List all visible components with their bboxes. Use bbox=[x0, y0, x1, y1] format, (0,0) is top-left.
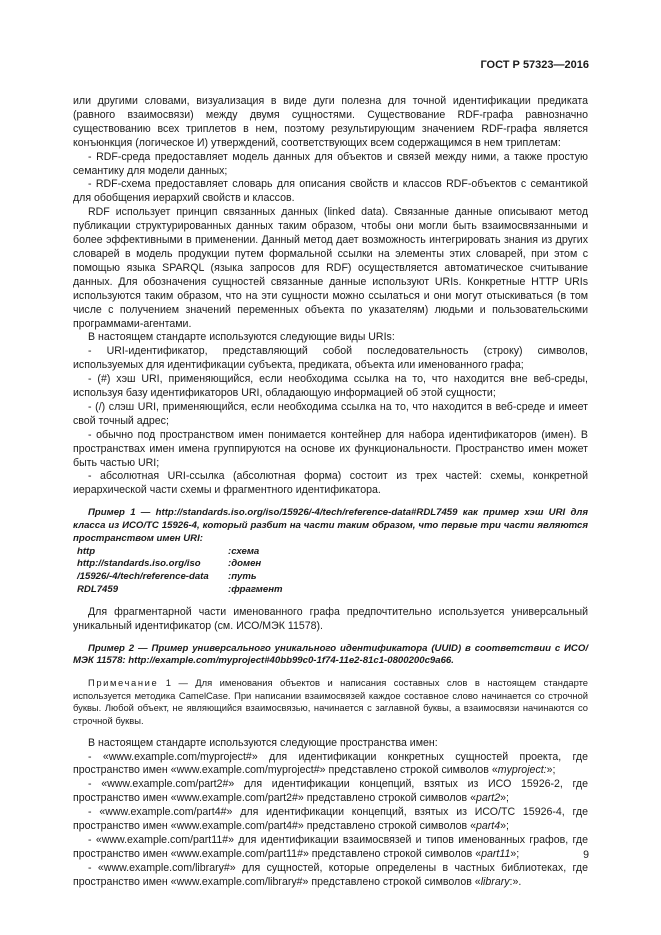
list-item: - «www.example.com/library#» для сущностей, которые определены в частных библиотеках, где пространство имен «www.example.com/library#» представлено строкой символов «library:». bbox=[73, 861, 588, 888]
uri-role: :путь bbox=[228, 571, 257, 583]
uri-role: :схема bbox=[228, 545, 260, 557]
namespace-prefix: part4 bbox=[476, 820, 501, 833]
list-item: - обычно под пространством имен понимается контейнер для набора идентификаторов (имен). В пространствах имен имена группируются на основе их функциональности. Пространство имен может быть частью URI; bbox=[73, 428, 588, 469]
example-2-text: Пример 2 — Пример универсального уникального идентификатора (UUID) в соответствии с ИСО/МЭК 11578: http://example.com/myproject#40bb99c0-1f74-11e2-81c1-0800200c9a66. bbox=[73, 642, 588, 667]
paragraph: Для фрагментарной части именованного графа предпочтительно используется универсальный уникальный идентификатор (см. ИСО/МЭК 11578). bbox=[73, 605, 588, 632]
table-row bbox=[77, 546, 588, 559]
list-item: - «www.example.com/part11#» для идентификации взаимосвязей и типов именованных графов, где пространство имен «www.example.com/part11#» представлено строкой символов «part11»; bbox=[73, 833, 588, 860]
paragraph: В настоящем стандарте используются следующие пространства имен: bbox=[88, 736, 438, 749]
paragraph: В настоящем стандарте используются следующие виды URIs: bbox=[88, 331, 395, 344]
uri-parts-table bbox=[77, 546, 588, 597]
namespace-prefix: part2 bbox=[476, 792, 501, 805]
namespace-prefix: library bbox=[480, 875, 510, 888]
uri-part: http://standards.iso.org/iso bbox=[77, 558, 201, 570]
list-item: - (/) слэш URI, применяющийся, если необходима ссылка на то, что находится в веб-среде и имеет свой точный адрес; bbox=[73, 400, 588, 427]
paragraph: или другими словами, визуализация в виде дуги полезна для точной идентификации предиката (равного взаимосвязи) между двумя сущностями. Существование RDF-графа равнозначно существованию всех триплетов в нем, поэтому результирующим значением RDF-графа является конъюнкция (логическое И) утверждений, соответствующих всем содержащимся в нем триплетам: bbox=[73, 95, 588, 149]
list-item: - RDF-схема предоставляет словарь для описания свойств и классов RDF-объектов с семантикой для обобщения иерархий свойств и классов. bbox=[73, 178, 588, 205]
document-id-header: ГОСТ Р 57323—2016 bbox=[480, 59, 589, 71]
table-row bbox=[77, 558, 588, 571]
page-body bbox=[73, 95, 588, 890]
table-row bbox=[77, 571, 588, 584]
paragraph: RDF использует принцип связанных данных (linked data). Связанные данные описывают метод публикации структурированных данных таким образом, чтобы они могли быть взаимосвязанными и более эффективными в применении. Данный метод дает возможность интегрировать знания из других словарей в модель продукции путем формальной ссылки на элементы этих словарей, при этом с помощью языка SPARQL (языка запросов для RDF) осуществляется автоматическое считывание данных. Для обозначения сущностей связанные данные используют URIs. Конкретные HTTP URIs используются таким образом, что на эти сущности можно ссылаться и они могут отыскиваться (в том числе с получением значений переменных объекта по указателям) людьми и пользовательскими программами-агентами. bbox=[73, 206, 588, 330]
uri-part: RDL7459 bbox=[77, 584, 119, 596]
list-item: - «www.example.com/part4#» для идентификации концепций, взятых из ИСО/ТС 15926-4, где пространство имен «www.example.com/part4#» представлено строкой символов «part4»; bbox=[73, 806, 588, 833]
list-item: - (#) хэш URI, применяющийся, если необходима ссылка на то, что находится вне веб-среды, используя базу идентификаторов URI, обладающую информацией об этой сущности; bbox=[73, 373, 588, 400]
list-item: - URI-идентификатор, представляющий собой последовательность (строку) символов, используемых для идентификации субъекта, предиката, объекта или именованного графа; bbox=[73, 345, 588, 372]
note-text: 1 — Для именования объектов и написания составных слов в настоящем стандарте используется методика CamelCase. При написании взаимосвязей каждое составное слово начинается со строчной буквы. Любой объект, не являющийся взаимосвязью, начинается с заглавной буквы, а взаимосвязи начинаются со строчной буквы. bbox=[73, 677, 588, 727]
table-row bbox=[77, 584, 588, 597]
list-item: - RDF-среда предоставляет модель данных для объектов и связей между ними, а также простую семантику для модели данных; bbox=[73, 150, 588, 177]
example-1-text: Пример 1 — http://standards.iso.org/iso/15926/-4/tech/reference-data#RDL7459 как пример хэш URI для класса из ИСО/ТС 15926-4, который разбит на части таким образом, что первые три части являются пространством имен URI: bbox=[73, 507, 588, 544]
uri-part: http bbox=[77, 545, 96, 557]
uri-role: :домен bbox=[228, 558, 262, 570]
namespace-prefix: myproject: bbox=[497, 764, 547, 777]
uri-role: :фрагмент bbox=[228, 584, 283, 596]
namespace-prefix: part11 bbox=[481, 847, 511, 860]
page-number: 9 bbox=[583, 849, 589, 861]
list-item: - «www.example.com/part2#» для идентификации концепций, взятых из ИСО 15926-2, где пространство имен «www.example.com/part2#» представлено строкой символов «part2»; bbox=[73, 778, 588, 805]
uri-part: /15926/-4/tech/reference-data bbox=[77, 571, 209, 583]
note bbox=[73, 677, 588, 727]
note-label: Примечание bbox=[88, 677, 159, 689]
list-item: - абсолютная URI-ссылка (абсолютная форма) состоит из трех частей: схемы, конкретной иерархической части схемы и фрагментного идентификатора. bbox=[73, 470, 588, 497]
list-item: - «www.example.com/myproject#» для идентификации конкретных сущностей проекта, где пространство имен «www.example.com/myproject#» представлено строкой символов «myproject:»; bbox=[73, 750, 588, 777]
